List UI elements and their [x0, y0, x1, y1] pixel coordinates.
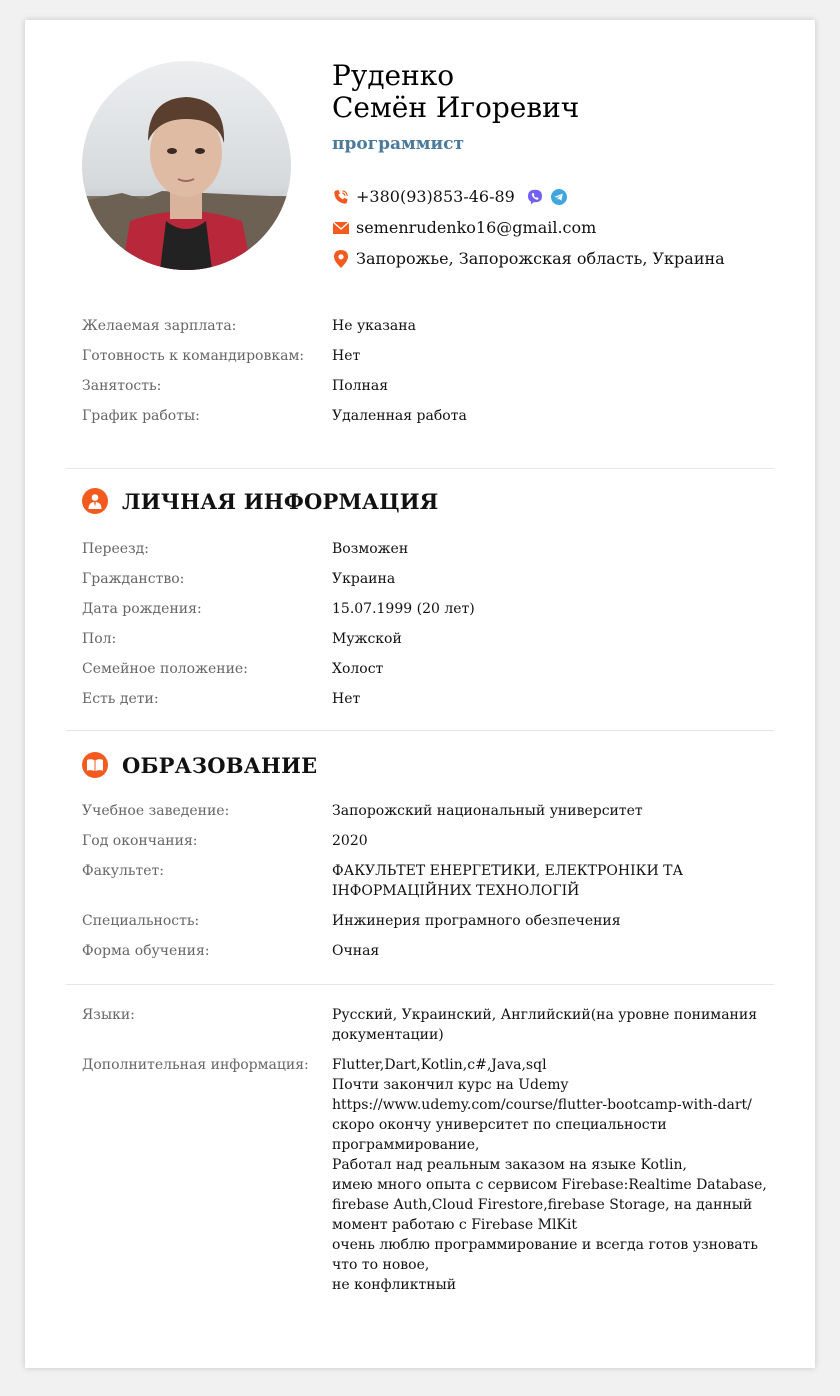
- email-contact: [332, 218, 596, 237]
- row-value: Очная: [332, 943, 380, 959]
- row-label: Учебное заведение:: [82, 803, 230, 819]
- info-line: Почти закончил курс на Udemy: [332, 1077, 569, 1093]
- info-row: [82, 911, 772, 931]
- row-label: Есть дети:: [82, 691, 159, 707]
- personal-section-header: [82, 488, 438, 514]
- book-icon: [82, 752, 108, 778]
- info-line: не конфликтный: [332, 1277, 457, 1293]
- personal-info: [82, 539, 772, 719]
- full-name: [332, 60, 579, 124]
- info-line: скоро окончу университет по специальности программирование,: [332, 1117, 667, 1153]
- row-label: Готовность к командировкам:: [82, 348, 305, 364]
- row-value: Запорожский национальный университет: [332, 803, 643, 819]
- info-line: очень люблю программирование и всегда готов узновать что то новое,: [332, 1237, 758, 1273]
- info-row: [82, 629, 772, 649]
- row-label: Специальность:: [82, 913, 200, 929]
- avatar-photo: [82, 61, 291, 270]
- info-row: [82, 1005, 772, 1045]
- row-value: Возможен: [332, 541, 409, 557]
- row-label: Семейное положение:: [82, 661, 248, 677]
- info-row: [82, 376, 772, 396]
- row-value: Полная: [332, 378, 389, 394]
- last-name: Руденко: [332, 59, 455, 92]
- phone-icon: [332, 188, 350, 206]
- city-contact: [332, 249, 725, 268]
- row-value: 15.07.1999 (20 лет): [332, 601, 475, 617]
- row-value: Не указана: [332, 318, 416, 334]
- info-line: Работал над реальным заказом на языке Kotlin,: [332, 1157, 687, 1173]
- section-divider: [66, 468, 774, 469]
- extra-info: [82, 1005, 772, 1305]
- email-address[interactable]: semenrudenko16@gmail.com: [356, 218, 597, 237]
- row-value: Инжинерия програмного обезпечения: [332, 913, 621, 929]
- row-value: Мужской: [332, 631, 402, 647]
- section-divider: [66, 730, 774, 731]
- info-row: [82, 569, 772, 589]
- phone-number[interactable]: +380(93)853-46-89: [356, 187, 515, 206]
- additional-info-text: [332, 1055, 772, 1295]
- viber-icon[interactable]: [527, 189, 543, 205]
- info-row: [82, 659, 772, 679]
- row-value: Украина: [332, 571, 396, 587]
- row-label: Дата рождения:: [82, 601, 202, 617]
- row-value: Нет: [332, 691, 361, 707]
- avatar: [82, 61, 291, 270]
- row-label: Переезд:: [82, 541, 149, 557]
- info-line: имею много опыта с сервисом Firebase:Realtime Database, firebase Auth,Cloud Firestore,firebase Storage, на данный момент работаю с Firebase MlKit: [332, 1177, 767, 1233]
- row-value: 2020: [332, 833, 368, 849]
- first-name: Семён Игоревич: [332, 91, 580, 124]
- location-pin-icon: [332, 250, 350, 268]
- section-title: ОБРАЗОВАНИЕ: [122, 752, 318, 778]
- info-row: [82, 316, 772, 336]
- basic-info: [82, 316, 772, 436]
- person-icon: [82, 488, 108, 514]
- row-label: Гражданство:: [82, 571, 185, 587]
- info-line: Flutter,Dart,Kotlin,c#,Java,sql: [332, 1057, 547, 1073]
- course-link[interactable]: https://www.udemy.com/course/flutter-bootcamp-with-dart/: [332, 1097, 752, 1113]
- info-row: [82, 539, 772, 559]
- info-row: [82, 1055, 772, 1295]
- row-label: Занятость:: [82, 378, 162, 394]
- education-info: [82, 801, 772, 971]
- position-title: программист: [332, 134, 465, 154]
- info-row: [82, 689, 772, 709]
- row-value: ФАКУЛЬТЕТ ЕНЕРГЕТИКИ, ЕЛЕКТРОНІКИ ТА ІНФОРМАЦІЙНИХ ТЕХНОЛОГІЙ: [332, 863, 684, 899]
- row-label: Желаемая зарплата:: [82, 318, 237, 334]
- section-divider: [66, 984, 774, 985]
- row-label: Пол:: [82, 631, 117, 647]
- info-row: [82, 831, 772, 851]
- info-row: [82, 406, 772, 426]
- info-row: [82, 941, 772, 961]
- row-label: Форма обучения:: [82, 943, 210, 959]
- envelope-icon: [332, 219, 350, 237]
- row-value: Нет: [332, 348, 361, 364]
- info-row: [82, 599, 772, 619]
- education-section-header: [82, 752, 317, 778]
- info-row: [82, 346, 772, 366]
- info-row: [82, 861, 772, 901]
- telegram-icon[interactable]: [551, 189, 567, 205]
- row-label: Факультет:: [82, 863, 164, 879]
- row-value: Удаленная работа: [332, 408, 467, 424]
- resume-card: [25, 20, 815, 1368]
- row-value: Холост: [332, 661, 384, 677]
- phone-contact: [332, 187, 567, 206]
- row-value: Русский, Украинский, Английский(на уровне понимания документации): [332, 1007, 758, 1043]
- city-name: Запорожье, Запорожская область, Украина: [356, 249, 725, 268]
- row-label: График работы:: [82, 408, 200, 424]
- info-row: [82, 801, 772, 821]
- row-label: Языки:: [82, 1007, 135, 1023]
- row-label: Год окончания:: [82, 833, 198, 849]
- row-label: Дополнительная информация:: [82, 1057, 309, 1073]
- section-title: ЛИЧНАЯ ИНФОРМАЦИЯ: [122, 488, 439, 514]
